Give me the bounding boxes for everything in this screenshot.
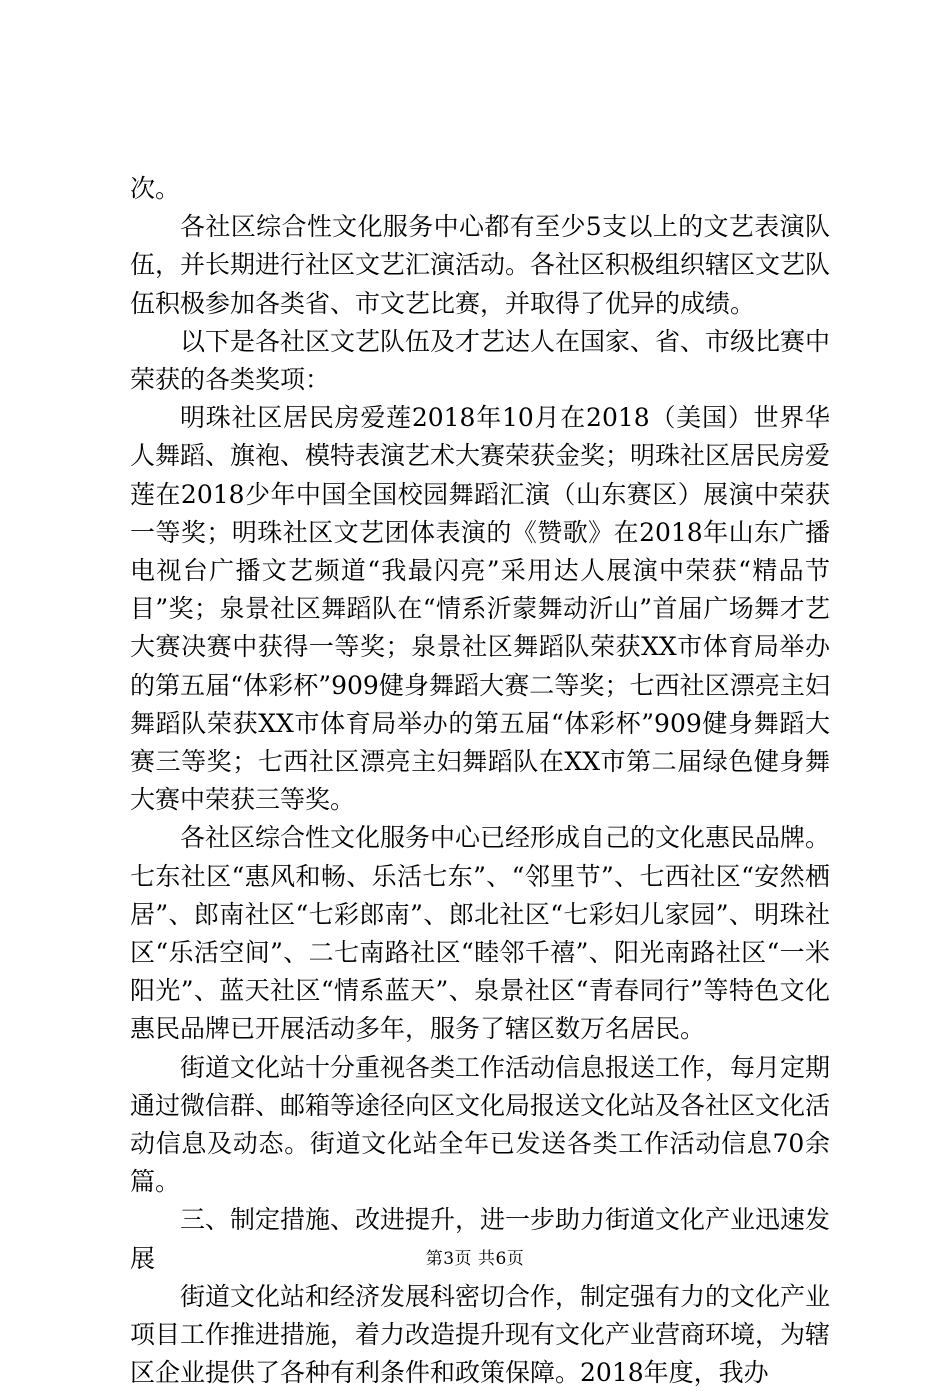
page-footer: 第3页 共6页 (425, 1249, 525, 1269)
paragraph-performance-teams: 各社区综合性文化服务中心都有至少5支以上的文艺表演队伍，并长期进行社区文艺汇演活动。各社区积极组织辖区文艺队伍积极参加各类省、市文艺比赛，并取得了优异的成绩。 (130, 212, 831, 318)
paragraph-continuation: 次。 (130, 174, 181, 203)
paragraph-awards-intro: 以下是各社区文艺队伍及才艺达人在国家、省、市级比赛中荣获的各类奖项： (130, 326, 831, 395)
document-body (130, 170, 830, 1393)
paragraph-industry-measures: 街道文化站和经济发展科密切合作，制定强有力的文化产业项目工作推进措施，着力改造提升现有文化产业营商环境，为辖区企业提供了各种有利条件和政策保障。2018年度，我办 (130, 1281, 831, 1388)
paragraph-culture-brands: 各社区综合性文化服务中心已经形成自己的文化惠民品牌。七东社区“惠风和畅、乐活七东”、“邻里节”、七西社区“安然栖居”、郎南社区“七彩郎南”、郎北社区“七彩妇儿家园”、明珠社区“乐活空间”、二七南路社区“睦邻千禧”、阳光南路社区“一米阳光”、蓝天社区“情系蓝天”、泉景社区“青春同行”等特色文化惠民品牌已开展活动多年，服务了辖区数万名居民。 (130, 823, 831, 1044)
paragraph-info-reporting: 街道文化站十分重视各类工作活动信息报送工作，每月定期通过微信群、邮箱等途径向区文化局报送文化站及各社区文化活动信息及动态。街道文化站全年已发送各类工作活动信息70余篇。 (130, 1052, 831, 1197)
paragraph-awards-list: 明珠社区居民房爱莲2018年10月在2018（美国）世界华人舞蹈、旗袍、模特表演艺术大赛荣获金奖；明珠社区居民房爱莲在2018少年中国全国校园舞蹈汇演（山东赛区）展演中荣获一等奖；明珠社区文艺团体表演的《赞歌》在2018年山东广播电视台广播文艺频道“我最闪亮”采用达人展演中荣获“精品节目”奖；泉景社区舞蹈队在“情系沂蒙舞动沂山”首届广场舞才艺大赛决赛中获得一等奖；泉景社区舞蹈队荣获XX市体育局举办的第五届“体彩杯”909健身舞蹈大赛二等奖；七西社区漂亮主妇舞蹈队荣获XX市体育局举办的第五届“体彩杯”909健身舞蹈大赛三等奖；七西社区漂亮主妇舞蹈队在XX市第二届绿色健身舞大赛中荣获三等奖。 (130, 403, 831, 815)
section-heading-three: 三、制定措施、改进提升，进一步助力街道文化产业迅速发展 (130, 1205, 831, 1273)
